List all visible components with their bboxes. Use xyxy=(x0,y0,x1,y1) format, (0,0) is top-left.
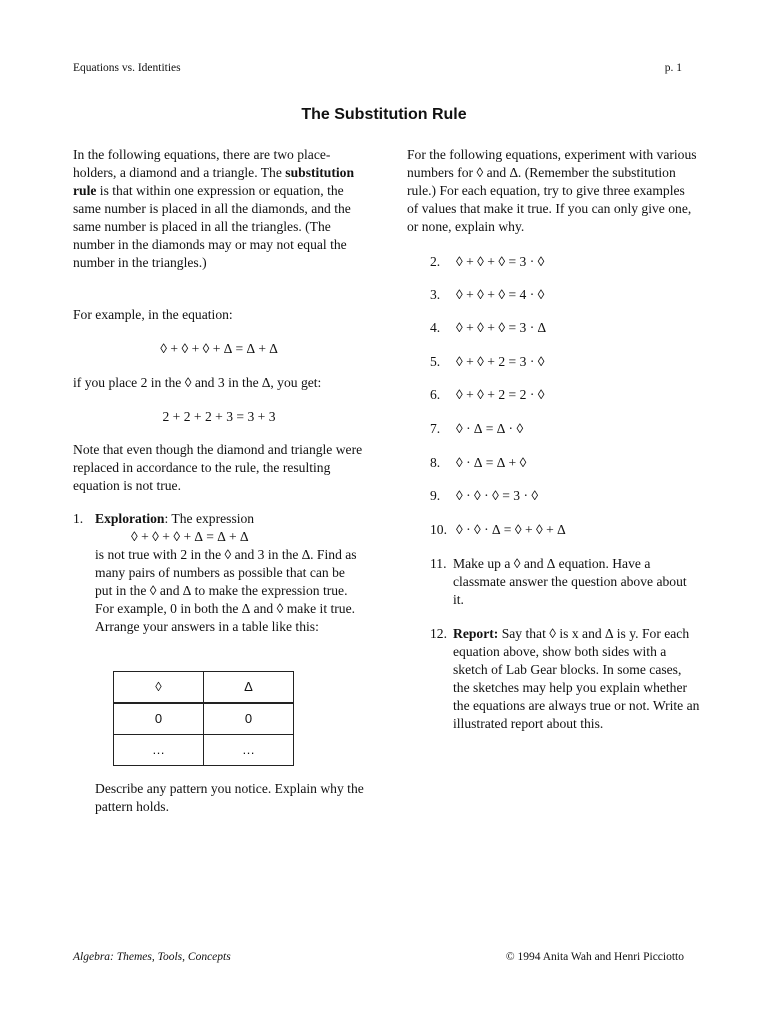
list-item-equation: ◊ + ◊ + ◊ = 3 · ∆ xyxy=(456,320,546,335)
list-item-number: 8. xyxy=(430,455,441,470)
list-item xyxy=(430,521,566,539)
note-paragraph: Note that even though the diamond and triangle were replaced in accordance to the rule, the resulting equation is not true. xyxy=(73,442,363,493)
left-column xyxy=(73,146,365,272)
question-12-text: Say that ◊ is x and ∆ is y. For each equation above, show both sides with a sketch of Lab Gear blocks. In some cases, the sketches may help you explain whether the equations are always true or not. Write an illustrated report about this. xyxy=(453,626,700,731)
list-item-number: 6. xyxy=(430,387,441,402)
intro-bold-term: substitution rule xyxy=(73,165,355,198)
question-1-lead: : The expression xyxy=(164,511,255,526)
footer-copyright: © 1994 Anita Wah and Henri Picciotto xyxy=(505,951,684,963)
page-number: p. 1 xyxy=(664,62,682,74)
list-item-equation: ◊ + ◊ + ◊ = 4 · ◊ xyxy=(456,287,545,302)
question-11-text: Make up a ◊ and ∆ equation. Have a classmate answer the question above about it. xyxy=(453,556,687,607)
right-intro: For the following equations, experiment with various numbers for ◊ and ∆. (Remember the substitution rule.) For each equation, try to give three examples of values that make it true. If you can only give one, or none, explain why. xyxy=(407,147,697,234)
list-item-number: 5. xyxy=(430,354,441,369)
table-cell: … xyxy=(204,735,294,766)
list-item xyxy=(430,386,544,404)
intro-text-a: In the following equations, there are two place-holders, a diamond and a triangle. The xyxy=(73,147,331,180)
table-row xyxy=(114,703,294,735)
list-item-equation: ◊ · ◊ · ∆ = ◊ + ◊ + ∆ xyxy=(456,522,566,537)
question-1-followup: Describe any pattern you notice. Explain why the pattern holds. xyxy=(95,781,364,814)
question-12-bold: Report: xyxy=(453,626,499,641)
question-12-body xyxy=(453,625,700,733)
example-substitution: if you place 2 in the ◊ and 3 in the ∆, you get: xyxy=(73,375,322,390)
list-item xyxy=(430,286,544,304)
list-item-number: 3. xyxy=(430,287,441,302)
list-item-number: 2. xyxy=(430,254,441,269)
question-1-bold: Exploration xyxy=(95,511,165,526)
list-item-equation: ◊ + ◊ + 2 = 3 · ◊ xyxy=(456,354,545,369)
list-item-number: 10. xyxy=(430,522,447,537)
table-header-row xyxy=(114,672,294,704)
footer-book-title: Algebra: Themes, Tools, Concepts xyxy=(73,951,231,963)
question-11 xyxy=(430,555,700,609)
list-item-equation: ◊ · ∆ = ∆ · ◊ xyxy=(456,421,524,436)
page-title: The Substitution Rule xyxy=(301,106,467,123)
table-header-diamond: ◊ xyxy=(114,672,204,704)
table-cell: 0 xyxy=(204,703,294,735)
example-lead: For example, in the equation: xyxy=(73,307,233,322)
list-item-number: 4. xyxy=(430,320,441,335)
list-item-equation: ◊ + ◊ + 2 = 2 · ◊ xyxy=(456,387,545,402)
example-table-wrap xyxy=(113,671,294,766)
table-cell: 0 xyxy=(114,703,204,735)
list-item xyxy=(430,420,523,438)
intro-paragraph xyxy=(73,146,365,272)
question-11-number: 11. xyxy=(430,556,447,571)
question-12 xyxy=(430,625,700,733)
list-item xyxy=(430,454,526,472)
list-item-equation: ◊ · ∆ = ∆ + ◊ xyxy=(456,455,527,470)
table-cell: … xyxy=(114,735,204,766)
list-item xyxy=(430,319,546,337)
table-row xyxy=(114,735,294,766)
example-table xyxy=(113,671,294,766)
example-result: 2 + 2 + 2 + 3 = 3 + 3 xyxy=(162,409,276,424)
intro-text-b: is that within one expression or equation, the same number is placed in all the diamonds, and the same number is placed in all the triangles. (The number in the diamonds may or may not equal the number in the triangles.) xyxy=(73,183,351,270)
question-1-number: 1. xyxy=(73,511,84,526)
question-1-body: is not true with 2 in the ◊ and 3 in the ∆. Find as many pairs of numbers as possible that can be put in the ◊ and ∆ to make the expression true. For example, 0 in both the ∆ and ◊ make it true. Arrange your answers in a table like this: xyxy=(95,547,357,634)
question-1 xyxy=(73,510,365,636)
list-item-number: 7. xyxy=(430,421,441,436)
list-item-equation: ◊ · ◊ · ◊ = 3 · ◊ xyxy=(456,488,539,503)
list-item xyxy=(430,253,544,271)
list-item-number: 9. xyxy=(430,488,441,503)
example-equation: ◊ + ◊ + ◊ + ∆ = ∆ + ∆ xyxy=(160,341,278,356)
list-item xyxy=(430,353,544,371)
running-header-title: Equations vs. Identities xyxy=(73,62,181,74)
table-header-triangle: ∆ xyxy=(204,672,294,704)
list-item xyxy=(430,487,538,505)
question-1-equation: ◊ + ◊ + ◊ + ∆ = ∆ + ∆ xyxy=(131,529,249,544)
list-item-equation: ◊ + ◊ + ◊ = 3 · ◊ xyxy=(456,254,545,269)
question-12-number: 12. xyxy=(430,626,447,641)
